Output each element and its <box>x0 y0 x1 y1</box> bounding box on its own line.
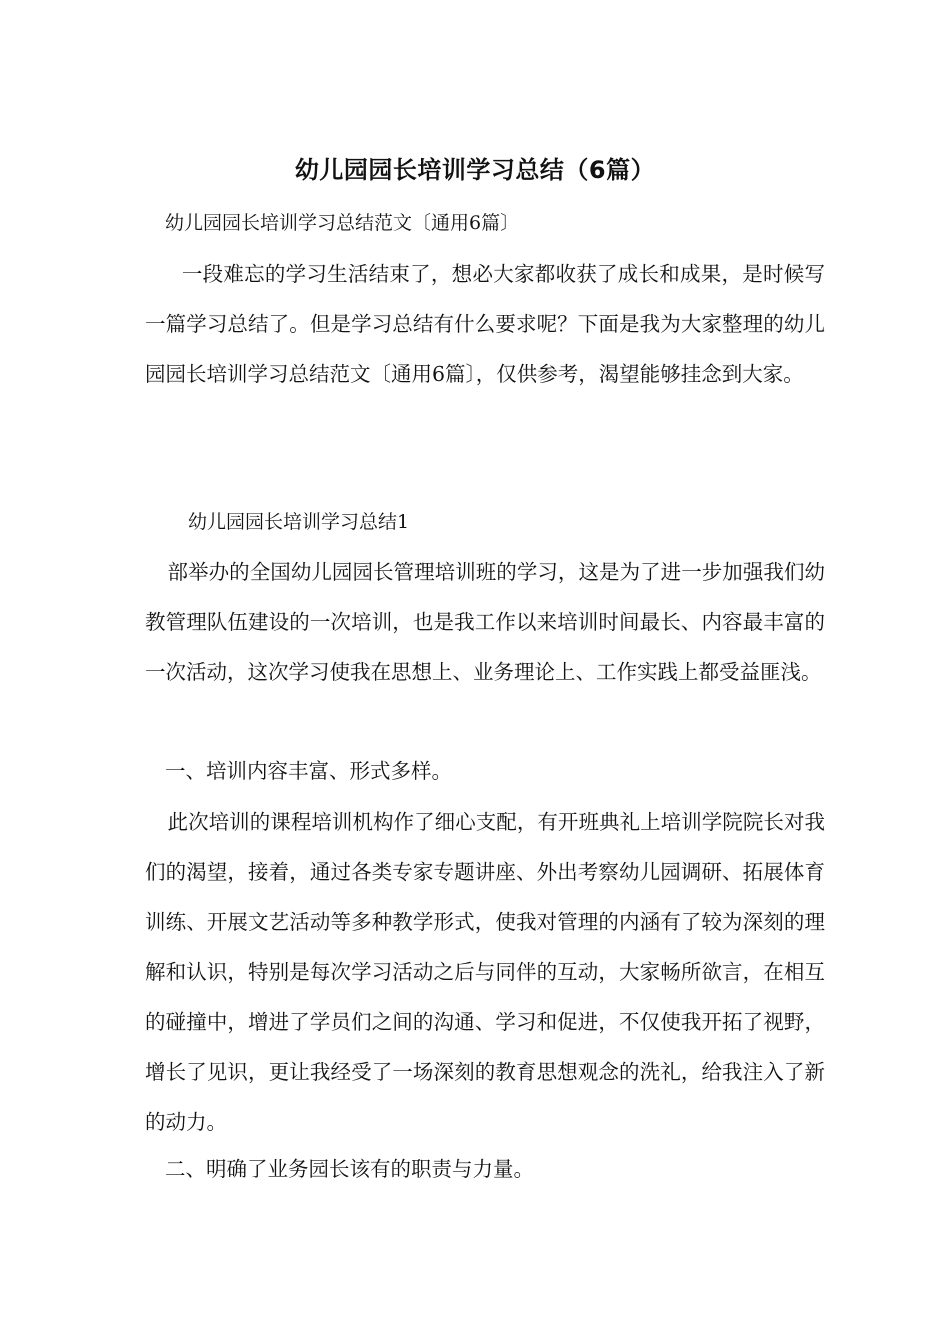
section-heading-1: 幼儿园园长培训学习总结1 <box>188 511 410 533</box>
body-paragraph-2: 此次培训的课程培训机构作了细心支配，有开班典礼上培训学院院长对我们的渴望，接着，通过各类专家专题讲座、外出考察幼儿园调研、拓展体育训练、开展文艺活动等多种教学形式，使我对管理的内涵有了较为深刻的理解和认识，特别是每次学习活动之后与同伴的互动，大家畅所欲言，在相互的碰撞中，增进了学员们之间的沟通、学习和促进，不仅使我开拓了视野，增长了见识，更让我经受了一场深刻的教育思想观念的洗礼，给我注入了新的动力。 <box>145 810 825 1134</box>
document-title: 幼儿园园长培训学习总结（6篇） <box>294 156 656 184</box>
intro-paragraph: 一段难忘的学习生活结束了，想必大家都收获了成长和成果，是时候写一篇学习总结了。但是学习总结有什么要求呢？下面是我为大家整理的幼儿园园长培训学习总结范文〔通用6篇〕，仅供参考，渴望能够挂念到大家。 <box>145 262 825 386</box>
subsection-heading-2: 二、明确了业务园长该有的职责与力量。 <box>165 1157 534 1181</box>
body-paragraph-1: 部举办的全国幼儿园园长管理培训班的学习，这是为了进一步加强我们幼教管理队伍建设的一次培训，也是我工作以来培训时间最长、内容最丰富的一次活动，这次学习使我在思想上、业务理论上、工作实践上都受益匪浅。 <box>145 560 825 684</box>
subsection-heading-1: 一、培训内容丰富、形式多样。 <box>165 759 452 783</box>
document-subtitle: 幼儿园园长培训学习总结范文〔通用6篇〕 <box>165 212 520 234</box>
